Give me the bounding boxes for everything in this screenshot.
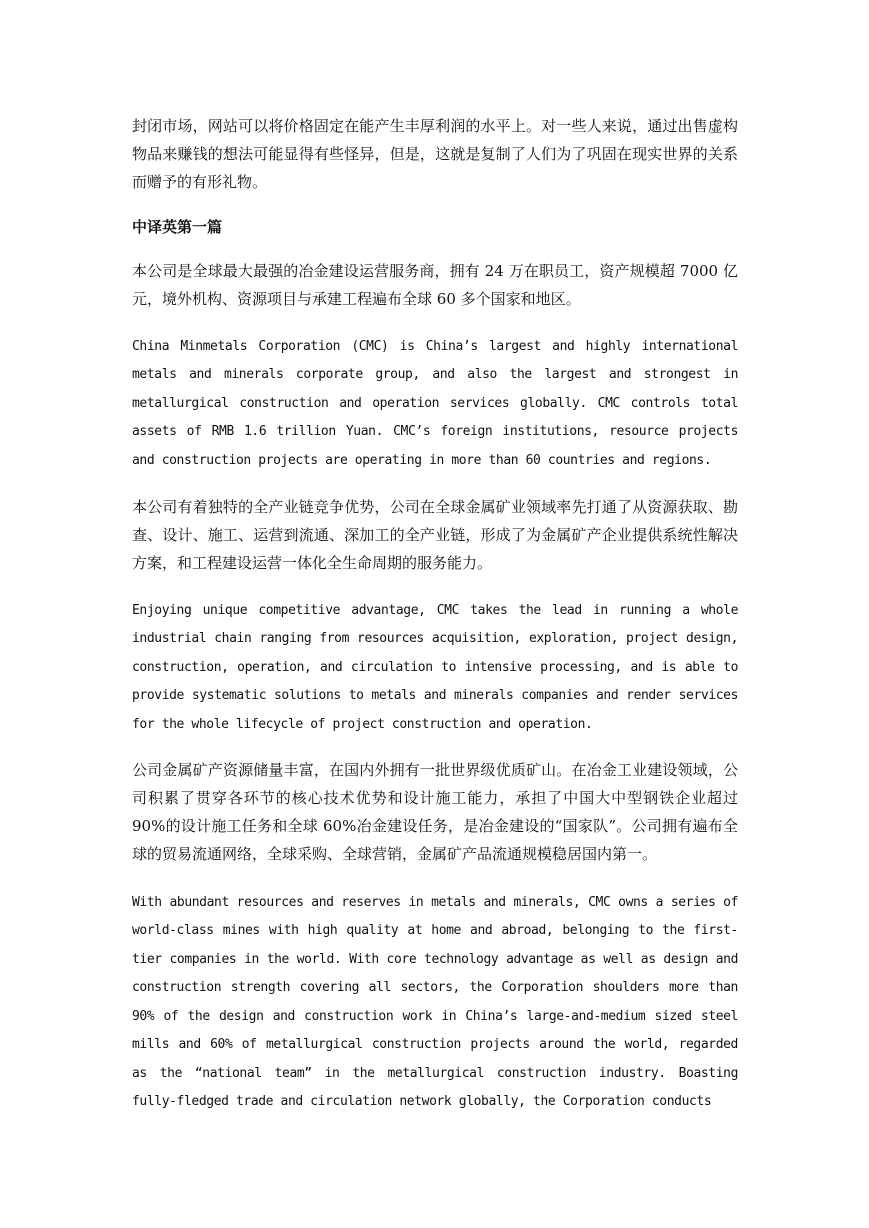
paragraph-3-chinese: 公司金属矿产资源储量丰富，在国内外拥有一批世界级优质矿山。在冶金工业建设领域，公司积累了贯穿各环节的核心技术优势和设计施工能力，承担了中国大中型钢铁企业超过 90%的设计施工任务和全球 60%冶金建设任务，是冶金建设的“国家队”。公司拥有遍布全球的贸易流通网络，全球采购、全球营销，金属矿产品流通规模稳居国内第一。 xyxy=(132,761,738,864)
paragraph-2-chinese: 本公司有着独特的全产业链竞争优势，公司在全球金属矿业领域率先打通了从资源获取、勘查、设计、施工、运营到流通、深加工的全产业链，形成了为金属矿产企业提供系统性解决方案，和工程建设运营一体化全生命周期的服务能力。 xyxy=(132,498,738,573)
section-heading: 中译英第一篇 xyxy=(132,218,223,236)
paragraph-1-english: China Minmetals Corporation (CMC) is China’s largest and highly international metals and minerals corporate group, and also the largest and strongest in metallurgical construction and operation services globally. CMC controls total assets of RMB 1.6 trillion Yuan. CMC’s foreign institutions, resource projects and construction projects are operating in more than 60 countries and regions. xyxy=(132,339,738,468)
document-page xyxy=(132,112,738,1116)
paragraph-3-english: With abundant resources and reserves in metals and minerals, CMC owns a series of world-class mines with high quality at home and abroad, belonging to the first-tier companies in the world. With core technology advantage as well as design and construction strength covering all sectors, the Corporation shoulders more than 90% of the design and construction work in China’s large-and-medium sized steel mills and 60% of metallurgical construction projects around the world, regarded as the “national team” in the metallurgical construction industry. Boasting fully-fledged trade and circulation network globally, the Corporation conducts xyxy=(132,895,738,1109)
paragraph-2-english: Enjoying unique competitive advantage, CMC takes the lead in running a whole industrial chain ranging from resources acquisition, exploration, project design, construction, operation, and circulation to intensive processing, and is able to provide systematic solutions to metals and minerals companies and render services for the whole lifecycle of project construction and operation. xyxy=(132,603,738,732)
paragraph-1-chinese: 本公司是全球最大最强的冶金建设运营服务商，拥有 24 万在职员工，资产规模超 7000 亿元，境外机构、资源项目与承建工程遍布全球 60 多个国家和地区。 xyxy=(132,262,738,308)
intro-paragraph: 封闭市场，网站可以将价格固定在能产生丰厚利润的水平上。对一些人来说，通过出售虚构物品来赚钱的想法可能显得有些怪异，但是，这就是复制了人们为了巩固在现实世界的关系而赠予的有形礼物。 xyxy=(132,117,738,191)
